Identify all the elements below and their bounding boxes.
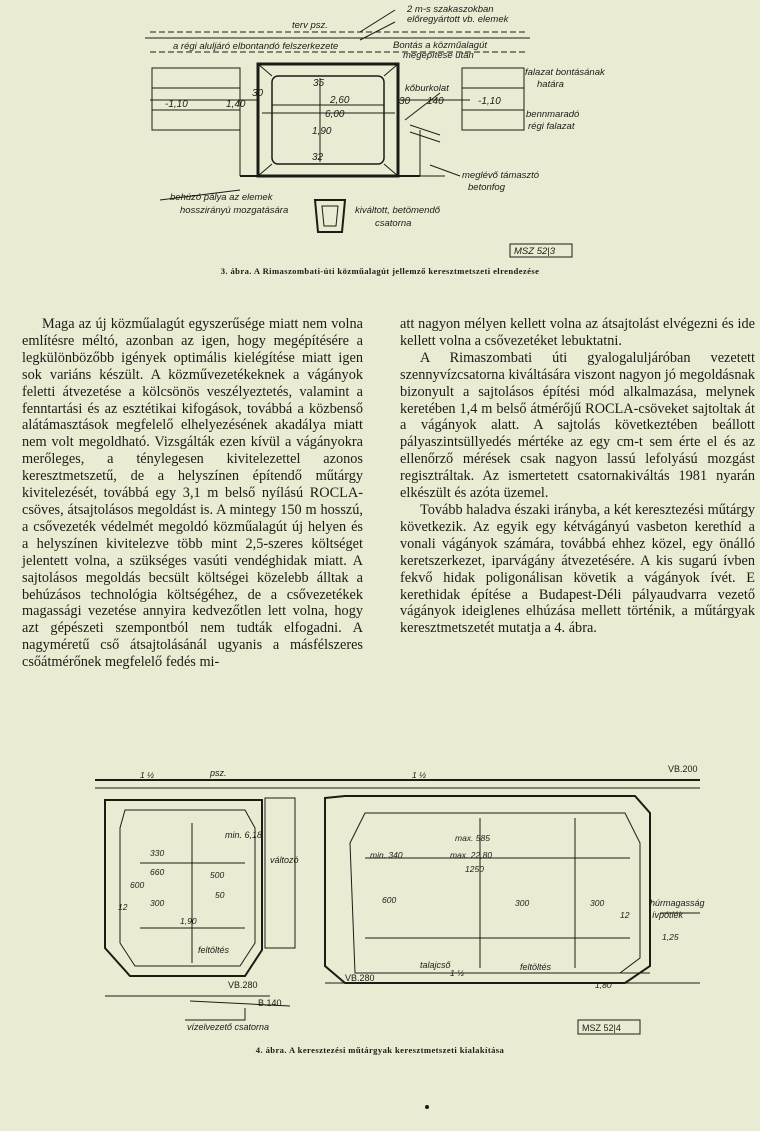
label-ivpotlek: ívpótlék (652, 910, 684, 920)
dim-190: 1,90 (312, 126, 332, 137)
dim-600-right: 600 (382, 895, 397, 905)
label-talajcso: talajcső (420, 960, 451, 970)
text-column-right (400, 316, 755, 637)
dim-32: 32 (312, 152, 324, 163)
dim-30b: 30 (399, 96, 411, 107)
label-vb280-right: VB.280 (345, 973, 375, 983)
label-min618: min. 6,18 (225, 830, 263, 840)
dim-max2280: max. 22,80 (450, 850, 493, 860)
dim-30a: 30 (252, 88, 264, 99)
dim-pct-3: 1 ½ (450, 968, 465, 978)
label-hosszirany: hosszirányú mozgatására (180, 205, 289, 216)
dim-330: 330 (150, 848, 165, 858)
text-column-left (22, 316, 363, 671)
label-megepites: megépítése után (403, 50, 474, 61)
paragraph-right-3: Tovább haladva északi irányba, a két keresztezési műtárgy következik. Az egyik egy kétvágányú vasbeton kerethíd a vonali vágányok számára, továbbá ehhez közel, egy önálló keretszerkezet, iparvágány átvezetésére. A kis sugarú ívben fekvő hidak poligonálisan követik a vágányok ívét. E kerethidak építése a Budapest-Déli pályaudvarra vezető vágányok ideiglenes elhúzása mellett történik, a műtárgyak keresztmetszetét mutatja a 4. ábra. (400, 501, 755, 637)
label-behuzo: behúzó pálya az elemek (170, 192, 273, 203)
dim-12: 12 (118, 902, 128, 912)
label-kivaltott: kiváltott, betömendő (355, 205, 441, 216)
dim-600: 600 (130, 880, 145, 890)
dim-1250: 1250 (465, 864, 484, 874)
dim-660: 660 (150, 867, 165, 877)
dim-300-right-b: 300 (590, 898, 605, 908)
figure-4-caption: 4. ábra. A keresztezési műtárgyak keresztmetszeti kialakítása (255, 1045, 505, 1055)
label-falazat: falazat bontásának (525, 67, 605, 78)
dim-600: 6,00 (325, 109, 345, 120)
label-hurmagassag: húrmagasság (650, 898, 705, 908)
paragraph-right-2: A Rimaszombati úti gyalogaluljáróban vezetett szennyvízcsatorna kiváltására viszont nagyon jó megoldásnak bizonyult a sajtolásos építési mód alkalmazása, melynek keretében 1,4 m belső átmérőjű ROCLA-csöveket sajtoltak át a vágányok alatt. A sajtolás következtében beállott pályaszintsüllyedés mértéke az egy cm-t sem érte el és az ellenőrző mérések csak nagyon lassú lefolyású mozgást regisztráltak. Az ismertetett csatornakiváltás 1981 nyarán elkészült és azóta üzemel. (400, 349, 755, 502)
dim-500: 500 (210, 870, 225, 880)
figure-3-drawing (0, 0, 760, 262)
label-koburkolat: kőburkolat (405, 83, 449, 94)
dim-min340: min. 340 (370, 850, 403, 860)
dim-180: 1,80 (595, 980, 612, 990)
dim-max585: max. 585 (455, 833, 490, 843)
dim-140b: 140 (427, 96, 444, 107)
label-hatara: határa (537, 79, 564, 90)
dim-l110: -1,10 (165, 99, 188, 110)
paragraph-left-1: Maga az új közműalagút egyszerűsége miatt nem volna említésre méltó, azonban az igen, hogy megépítésére a legkülönbözőbb igények optimális kielégítése miatt igen sok variáns készült. A közművezetékeknek a vágányok feletti átvezetése a kölcsönös veszélyeztetés, valamint a fenntartási és az esztétikai kifogások, továbbá a közbenső alátámasztások megfelelő elhelyezésének akadálya miatt nem volt megoldható. Vizsgálták ezen kívül a vágányokra merőleges, a ténylegesen kivitelezettel azonos keresztmetszetű, de a helyszínen építendő műtárgy kivitelezését, továbbá egy 3,1 m belső nyílású ROCLA-csöves, átsajtolásos megoldást is. A mintegy 150 m hosszú, a csővezeték védelmét megoldó közműalagút új helyen és a helyszínen kivitelezve több mint 2,5-szeres költséget jelentett volna, a szükséges vasúti vendéghidak miatt. A sajtolásos megoldás becsült költségei közelebb álltak a behúzásos technológia költségéhez, de a csővezetékek magassági vezetése annyira kedvezőtlen lett volna, hogy azt gépészeti szempontból nem tudták elfogadni. A nagyméretű cső átsajtolásánál ugyanis a másfélszeres csőátmérőnek megfelelő fedés mi- (22, 316, 363, 671)
label-feltoltes-left: feltöltés (198, 945, 230, 955)
label-vb200: VB.200 (668, 764, 698, 774)
dim-190: 1,90 (180, 916, 197, 926)
dim-50: 50 (215, 890, 225, 900)
label-b140: B.140 (258, 998, 282, 1008)
label-bennmarado: bennmaradó (526, 109, 580, 120)
dim-35: 35 (313, 78, 325, 89)
label-regi-aluljaro: a régi aluljáró elbontandó felszerkezete (173, 41, 339, 52)
dim-300-right-a: 300 (515, 898, 530, 908)
label-terv-psz: terv psz. (292, 20, 328, 31)
dim-r110: -1,10 (478, 96, 501, 107)
dim-260: 2,60 (330, 95, 350, 106)
page-dot (425, 1105, 429, 1109)
label-feltoltes-right: feltöltés (520, 962, 552, 972)
figure-3-caption: 3. ábra. A Rimaszombati-úti közműalagút jellemző keresztmetszeti elrendezése (220, 266, 540, 276)
figure-3 (0, 0, 760, 262)
dim-pct-2: 1 ½ (412, 770, 427, 780)
dim-125: 1,25 (662, 932, 679, 942)
figure-4-drawing (0, 738, 760, 1038)
dim-l140: 1,40 (226, 99, 246, 110)
label-elore: előregyártott vb. elemek (407, 14, 509, 25)
figure-4 (0, 738, 760, 1038)
stamp-msz-52-3: MSZ 52|3 (514, 246, 556, 257)
dim-300: 300 (150, 898, 165, 908)
label-vizelvezeto: vízelvezető csatorna (187, 1022, 270, 1032)
label-vb280-left: VB.280 (228, 980, 258, 990)
label-meglevo: meglévő támasztó (462, 170, 540, 181)
label-valtozo: változó (270, 855, 299, 865)
label-szakasz: 2 m-s szakaszokban (407, 4, 494, 15)
label-betonfog: betonfog (468, 182, 505, 193)
dim-12-right: 12 (620, 910, 630, 920)
label-regi-falazat: régi falazat (528, 121, 575, 132)
label-psz: psz. (210, 768, 227, 778)
dim-pct-1: 1 ½ (140, 770, 155, 780)
label-csatorna: csatorna (375, 218, 412, 229)
paragraph-right-1: att nagyon mélyen kellett volna az átsajtolást elvégezni és ide kellett volna a csővezetéket lebuktatni. (400, 316, 755, 349)
label-bontas: Bontás a közműalagút (393, 40, 488, 51)
stamp-msz-52-4: MSZ 52|4 (582, 1023, 621, 1033)
